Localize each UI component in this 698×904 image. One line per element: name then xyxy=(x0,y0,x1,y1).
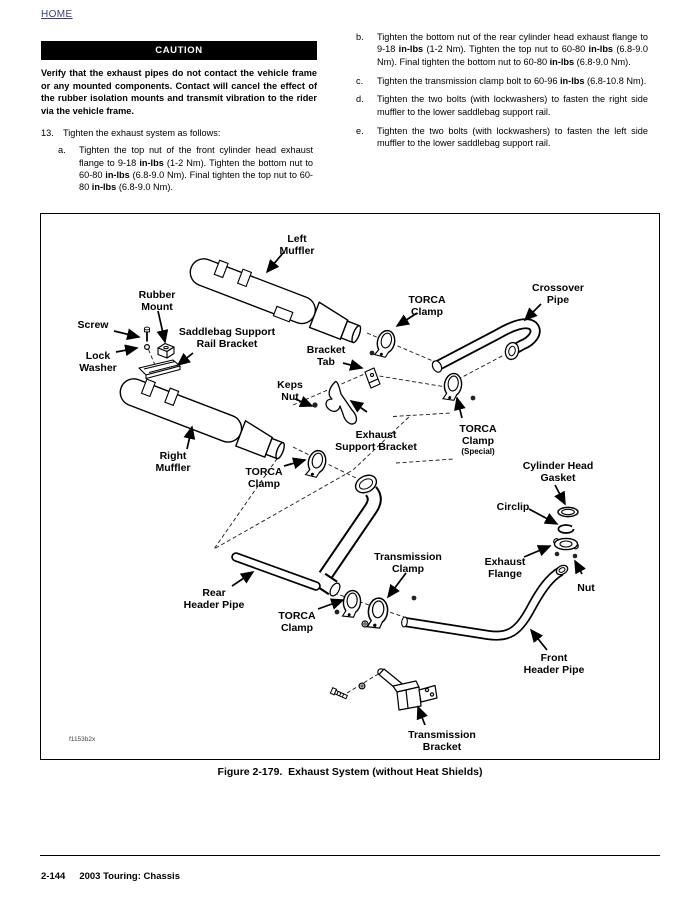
diagram-label-exhaust-flange: Flange xyxy=(488,568,522,580)
diagram-label-screw: Screw xyxy=(77,319,109,331)
rear-header-pipe-part xyxy=(236,557,316,586)
diagram-label-torca-clamp-top: TORCA xyxy=(408,294,446,306)
transmission-bracket-part xyxy=(378,669,437,710)
diagram-label-transmission-clamp: Clamp xyxy=(391,563,425,575)
footer-divider xyxy=(40,855,660,856)
substep-a xyxy=(58,144,317,193)
lock-washer-part xyxy=(145,345,150,350)
diagram-label-circlip: Circlip xyxy=(496,501,530,513)
transmission-clamp-part xyxy=(367,597,389,629)
diagram-label-left-muffler: Left xyxy=(287,233,307,245)
diagram-label-torca-clamp-top: Clamp xyxy=(410,306,444,318)
diagram-label-crossover-pipe: Crossover xyxy=(532,282,584,294)
saddlebag-rail-bracket-part xyxy=(139,360,180,379)
diagram-label-left-muffler: Muffler xyxy=(279,245,315,257)
substep-d xyxy=(356,93,648,118)
substep-a-text: Tighten the top nut of the front cylinder head exhaust flange to 9-18 in-lbs (1-2 Nm). Tighten the bottom nut to 60-80 in-lbs (6.8-9.0 Nm). Final tighten the top nut to 60-80 in-lbs (6.8-9.0 Nm). xyxy=(79,145,313,193)
diagram-label-transmission-bracket: Transmission xyxy=(408,729,476,741)
torca-clamp-mid-part xyxy=(305,449,328,479)
substep-b-text: Tighten the bottom nut of the rear cylinder head exhaust flange to 9-18 in-lbs (1-2 Nm). Tighten the top nut to 60-80 in-lbs (6.8-9.0 Nm). Final tighten the bottom nut to 60-80 in-lbs (6.8-9.0 Nm). xyxy=(377,32,648,67)
diagram-label-front-header-pipe: Header Pipe xyxy=(523,664,585,676)
cylinder-head-gasket-part xyxy=(558,507,578,516)
diagram-label-rear-header-pipe: Rear xyxy=(202,587,226,599)
substep-a-marker: a. xyxy=(58,145,66,156)
footer-page-number: 2-144 xyxy=(41,871,66,882)
torca-clamp-top-part xyxy=(374,329,397,359)
diagram-label-cylinder-head-gasket: Gasket xyxy=(540,472,576,484)
footer-section: 2003 Touring: Chassis xyxy=(79,871,180,882)
step-intro: Tighten the exhaust system as follows: xyxy=(63,128,221,138)
diagram-label-right-muffler: Muffler xyxy=(155,462,191,474)
figure-caption: Figure 2-179. Exhaust System (without Heat Shields) xyxy=(217,766,483,778)
substep-b xyxy=(356,31,648,68)
front-header-pipe-part xyxy=(401,563,569,635)
exploded-view-diagram xyxy=(40,213,660,760)
diagram-label-torca-clamp-special: Clamp xyxy=(461,435,495,447)
substep-e xyxy=(356,125,648,150)
caution-banner xyxy=(41,41,317,60)
substep-c-text: Tighten the transmission clamp bolt to 60-96 in-lbs (6.8-10.8 Nm). xyxy=(377,75,647,86)
washers xyxy=(359,621,368,689)
torca-clamp-special-part xyxy=(442,372,463,401)
diagram-label-torca-clamp-mid: TORCA xyxy=(245,466,283,478)
diagram-label-right-muffler: Right xyxy=(159,450,187,462)
right-muffler-part xyxy=(116,372,289,463)
diagram-label-cylinder-head-gasket: Cylinder Head xyxy=(522,460,594,472)
home-link[interactable]: HOME xyxy=(41,9,73,20)
diagram-label-torca-clamp-bottom: TORCA xyxy=(278,610,316,622)
diagram-label-rubber-mount: Rubber xyxy=(138,289,176,301)
diagram-label-keps-nut: Keps xyxy=(277,379,303,391)
substep-d-text: Tighten the two bolts (with lockwashers) to fasten the right side muffler to the lower saddlebag support rail. xyxy=(377,94,648,117)
diagram-label-front-header-pipe: Front xyxy=(540,652,568,664)
diagram-label-saddlebag-support-rail-bracket: Saddlebag Support xyxy=(178,326,276,338)
substep-e-marker: e. xyxy=(356,125,364,136)
left-column xyxy=(41,41,317,200)
diagram-label-exhaust-support-bracket: Exhaust xyxy=(355,429,397,441)
circlip-part xyxy=(558,525,575,533)
diagram-label-bracket-tab: Tab xyxy=(317,356,335,368)
diagram-label-crossover-pipe: Pipe xyxy=(546,294,570,306)
substep-c-marker: c. xyxy=(356,75,364,86)
diagram-label-exhaust-flange: Exhaust xyxy=(484,556,526,568)
diagram-label-transmission-bracket: Bracket xyxy=(422,741,462,753)
exhaust-support-bracket-part xyxy=(326,382,356,424)
rear-exhaust-pipe-part xyxy=(321,472,379,598)
diagram-label-rear-header-pipe: Header Pipe xyxy=(183,599,245,611)
exhaust-diagram-svg xyxy=(41,214,659,759)
screw-part xyxy=(144,327,149,341)
bracket-bolt-part xyxy=(330,688,348,700)
diagram-label-nut: Nut xyxy=(577,582,595,594)
diagram-label-torca-clamp-mid: Clamp xyxy=(247,478,281,490)
diagram-label-bracket-tab: Bracket xyxy=(306,344,346,356)
caution-text: Verify that the exhaust pipes do not contact the vehicle frame or any mounted components. Contact will cancel the effect of the rubber isolation mounts and transmit vibration to the rider via the vehicle frame. xyxy=(41,68,317,116)
diagram-label-saddlebag-support-rail-bracket: Rail Bracket xyxy=(196,338,258,350)
exhaust-flange-part xyxy=(554,538,579,549)
substep-c xyxy=(356,75,648,87)
caution-title: CAUTION xyxy=(155,45,203,56)
step-13 xyxy=(41,127,317,139)
rubber-mount-part xyxy=(158,344,174,359)
diagram-labels xyxy=(78,233,596,753)
diagram-label-transmission-clamp: Transmission xyxy=(374,551,442,563)
substep-b-marker: b. xyxy=(356,32,364,42)
substep-d-marker: d. xyxy=(356,94,364,105)
diagram-label-rubber-mount: Mount xyxy=(141,301,173,313)
substep-e-text: Tighten the two bolts (with lockwashers) to fasten the left side muffler to the lower saddlebag support rail. xyxy=(377,125,648,148)
footer xyxy=(41,871,180,882)
diagram-label-exhaust-support-bracket: Support Bracket xyxy=(335,441,417,453)
bracket-tab-part xyxy=(365,368,380,388)
step-number: 13. xyxy=(41,128,54,138)
diagram-label-lock-washer: Washer xyxy=(79,362,117,374)
art-code: f1153b2x xyxy=(69,736,96,743)
torca-clamp-bottom-part xyxy=(342,590,362,618)
right-column xyxy=(356,31,648,156)
diagram-label-lock-washer: Lock xyxy=(85,350,111,362)
diagram-label-torca-clamp-special: (Special) xyxy=(461,447,495,456)
diagram-label-torca-clamp-special: TORCA xyxy=(459,423,497,435)
diagram-label-torca-clamp-bottom: Clamp xyxy=(280,622,314,634)
diagram-label-keps-nut: Nut xyxy=(281,391,299,403)
